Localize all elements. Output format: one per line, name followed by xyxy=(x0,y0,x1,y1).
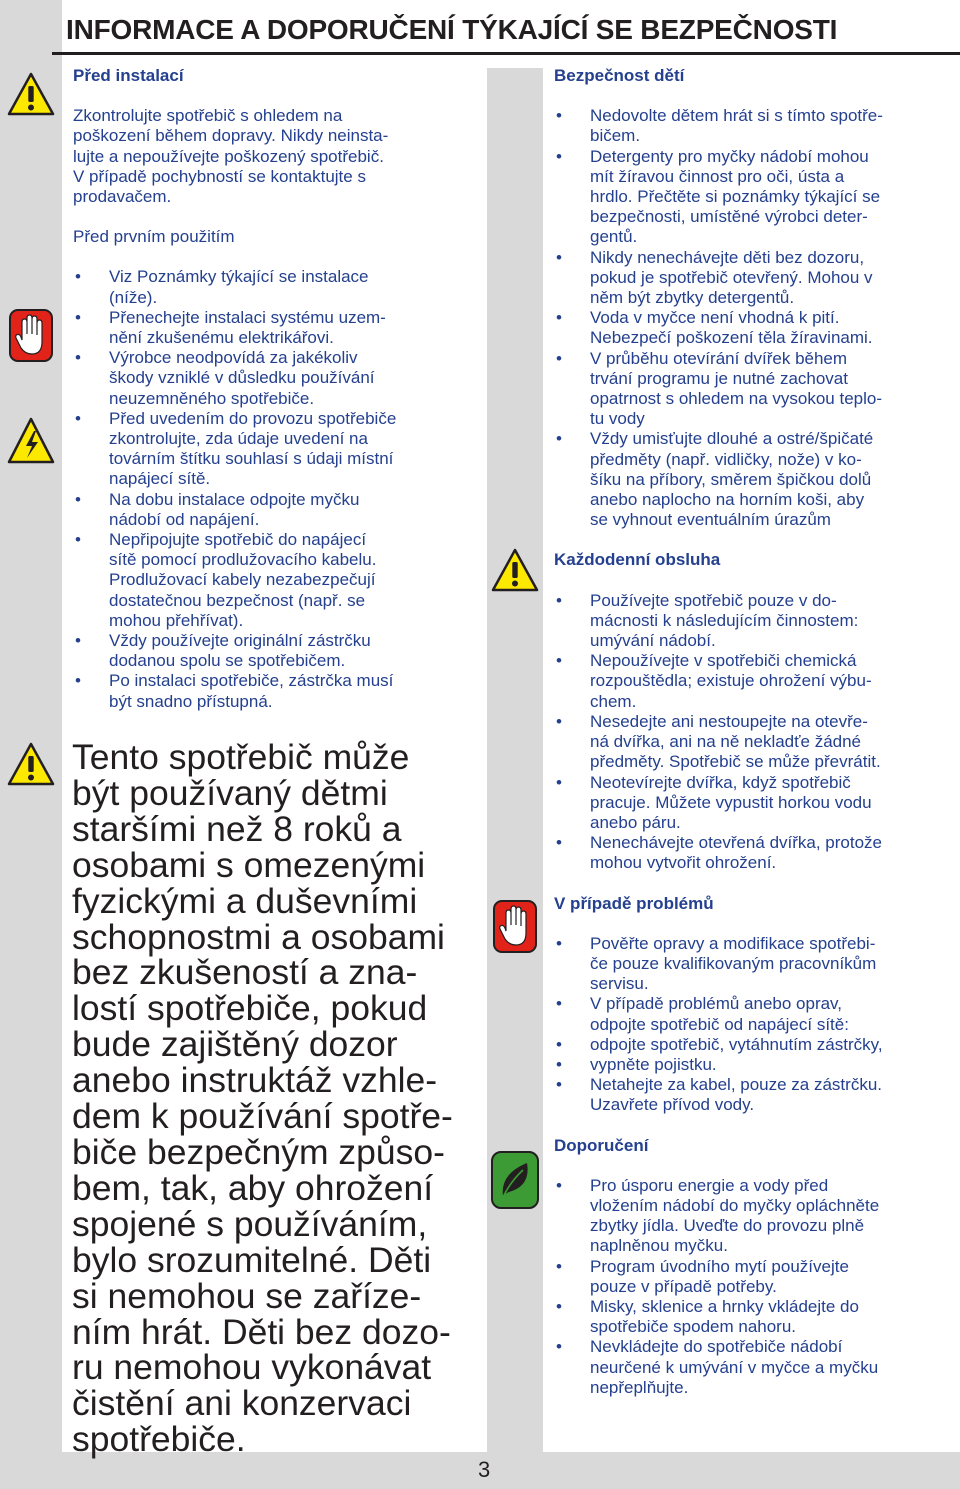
text-line: V případě pochybností se kontaktujte s xyxy=(73,166,366,186)
right-column xyxy=(554,66,958,1398)
list-item: • Neotevírejte dvířka, když spotřebič pracuje. Můžete vypustit horkou vodu anebo páru. xyxy=(554,773,958,834)
list-item: • Misky, sklenice a hrnky vkládejte do spotřebiče spodem nahoru. xyxy=(554,1297,958,1337)
list-item: • Nenechávejte otevřená dvířka, protože mohou vytvořit ohrožení. xyxy=(554,833,958,873)
bullet-list xyxy=(554,934,958,1116)
list-item: • Program úvodního mytí používejte pouze v případě potřeby. xyxy=(554,1257,958,1297)
bullet-list xyxy=(554,591,958,874)
list-item: • Pověřte opravy a modifikace spotřebi- če pouze kvalifikovaným pracovníkům servisu. xyxy=(554,934,958,995)
title-rule xyxy=(52,52,960,55)
text-line: poškození během dopravy. Nikdy neinsta- xyxy=(73,126,389,146)
warning-icon xyxy=(7,72,55,116)
list-item: • V případě problémů anebo oprav, odpojte spotřebič od napájecí sítě: xyxy=(554,994,958,1034)
bullet-list xyxy=(73,267,473,711)
list-item: • Přenechejte instalaci systému uzem- nění zkušenému elektrikářovi. xyxy=(73,308,473,348)
warning-icon xyxy=(491,548,539,592)
list-item: • Nevkládejte do spotřebiče nádobí neurčené k umývání v myčce a myčku nepřeplňujte. xyxy=(554,1337,958,1398)
left-column xyxy=(73,66,473,712)
list-item: • Vždy umisťujte dlouhé a ostré/špičaté předměty (např. vidličky, nože) v ko- šíku na příbory, směrem špičkou dolů anebo naplocho na horním koši, aby se vyhnout eventuálním úrazům xyxy=(554,429,958,530)
stop-hand-icon xyxy=(8,308,54,363)
leaf-eco-icon xyxy=(490,1150,540,1210)
child-safety-notice: Tento spotřebič může být používaný dětmi staršími než 8 roků a osobami s omezenými fyzickými a duševními schopnostmi a osobami bez zkušeností a zna- lostí spotřebiče, pokud bude zajištěný dozor anebo instruktáž vzhle- dem k používání spotře- biče bezpečným způso- bem, tak, aby ohrožení spojené s používáním, bylo srozumitelné. Děti si nemohou se zaříze- ním hrát. Děti bez dozo- ru nemohou vykonávat čistění ani konzervaci spotřebiče. xyxy=(72,737,453,1460)
paragraph xyxy=(73,106,473,207)
list-item: • Před uvedením do provozu spotřebiče zkontrolujte, zda údaje uvedení na továrním štítku souhlasí s údaji místní napájecí sítě. xyxy=(73,409,473,490)
list-item: • Na dobu instalace odpojte myčku nádobí od napájení. xyxy=(73,490,473,530)
bullet-list xyxy=(554,1176,958,1398)
page-title: INFORMACE A DOPORUČENÍ TÝKAJÍCÍ SE BEZPEČNOSTI xyxy=(66,14,838,45)
page-number: 3 xyxy=(478,1457,491,1482)
text-line: prodavačem. xyxy=(73,187,172,207)
list-item: • Nepřipojujte spotřebič do napájecí sítě pomocí prodlužovacího kabelu. Prodlužovací kabely nezabezpečují dostatečnou bezpečnost (např. se mohou přehřívat). xyxy=(73,530,473,631)
list-item: • Nedovolte dětem hrát si s tímto spotře- bičem. xyxy=(554,106,958,146)
list-item: • Pro úsporu energie a vody před vložením nádobí do myčky opláchněte zbytky jídla. Uveďte do provozu plně naplněnou myčku. xyxy=(554,1176,958,1257)
list-item: • odpojte spotřebič, vytáhnutím zástrčky, xyxy=(554,1035,958,1055)
list-item: • Netahejte za kabel, pouze za zástrčku. Uzavřete přívod vody. xyxy=(554,1075,958,1115)
list-item: • Nepoužívejte v spotřebiči chemická rozpouštědla; existuje ohrožení výbu- chem. xyxy=(554,651,958,712)
text-line: lujte a nepoužívejte poškozený spotřebič. xyxy=(73,146,384,166)
text-line: Zkontrolujte spotřebič s ohledem na xyxy=(73,106,343,126)
list-item: • Nikdy nenechávejte děti bez dozoru, pokud je spotřebič otevřený. Mohou v něm být zbytky detergentů. xyxy=(554,248,958,309)
list-item: • Výrobce neodpovídá za jakékoliv škody vzniklé v důsledku používání neuzemněného spotřebiče. xyxy=(73,348,473,409)
section-heading: Před prvním použitím xyxy=(73,227,235,247)
list-item: • V průběhu otevírání dvířek během trvání programu je nutné zachovat opatrnost s ohledem na vysokou teplo- tu vody xyxy=(554,349,958,430)
list-item: • Viz Poznámky týkající se instalace (níže). xyxy=(73,267,473,307)
list-item: • Vždy používejte originální zástrčku dodanou spolu se spotřebičem. xyxy=(73,631,473,671)
center-strip xyxy=(487,68,543,1489)
list-item: • Voda v myčce není vhodná k pití. Nebezpečí poškození těla žíravinami. xyxy=(554,308,958,348)
list-item: • Po instalaci spotřebiče, zástrčka musí být snadno přístupná. xyxy=(73,671,473,711)
list-item: • Nesedejte ani nestoupejte na otevře- ná dvířka, ani na ně nekladťe žádné předměty. Spotřebič se může převrátit. xyxy=(554,712,958,773)
list-item: • Detergenty pro myčky nádobí mohou mít žíravou činnost pro oči, ústa a hrdlo. Přečtěte si poznámky týkající se bezpečnosti, umístěné výrobci deter- gentů. xyxy=(554,147,958,248)
section-heading: V případě problémů xyxy=(554,893,714,913)
electric-hazard-icon xyxy=(7,417,55,465)
section-heading: Bezpečnost dětí xyxy=(554,66,685,85)
list-item: • Používejte spotřebič pouze v do- mácnosti k následujícím činnostem: umývání nádobí. xyxy=(554,591,958,652)
section-heading: Každodenní obsluha xyxy=(554,550,721,570)
section-heading: Doporučení xyxy=(554,1135,649,1155)
bullet-list xyxy=(554,106,958,530)
warning-icon xyxy=(7,742,55,786)
section-heading: Před instalací xyxy=(73,66,184,85)
stop-hand-icon xyxy=(492,899,538,954)
list-item: • vypněte pojistku. xyxy=(554,1055,958,1075)
